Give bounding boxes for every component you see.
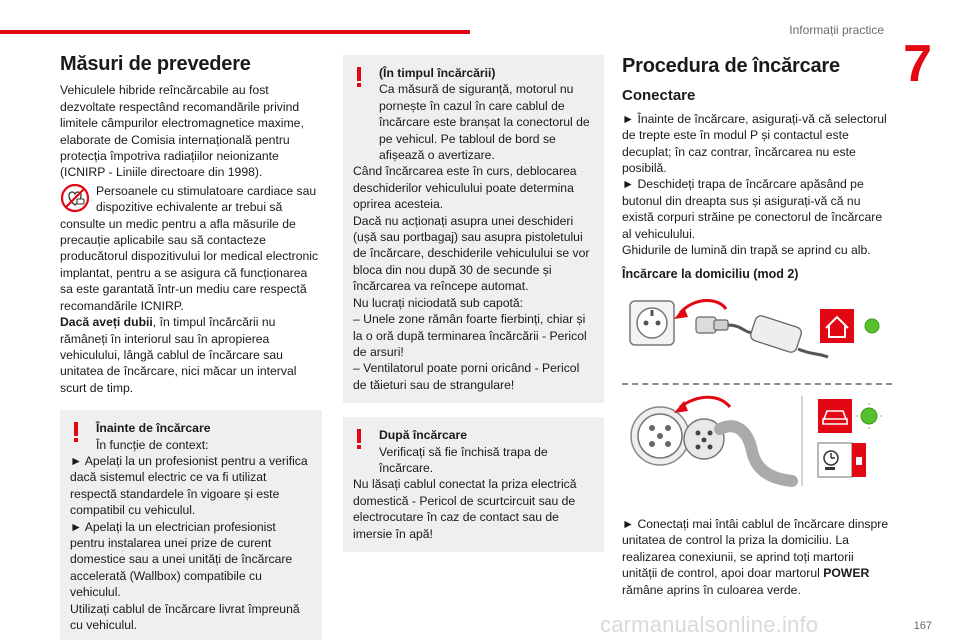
precautions-intro: Vehiculele hibride reîncărcabile au fost dezvoltate respectând recomandările privind limitele câmpurilor electromagnetice maxime, elaborate de Comisia internațională pentru protecția împotriva radiațiilor neionizante (ICNIRP - Liniile directoare din 1998). bbox=[60, 83, 304, 180]
power-label: POWER bbox=[823, 566, 870, 581]
before-charging-context: În funcție de context: bbox=[96, 437, 209, 452]
before-charging-title: Înainte de încărcare bbox=[96, 421, 211, 436]
before-charging-item-1: ► Apelați la un profesionist pentru a verifica dacă sistemul electric ce va fi utilizat respectă standardele în vigoare și este compatibil cu vehiculul. bbox=[70, 453, 308, 518]
doubt-paragraph bbox=[60, 314, 322, 396]
home-green-led bbox=[865, 319, 879, 333]
header-accent-bar bbox=[0, 30, 470, 34]
precautions-title: Măsuri de prevedere bbox=[60, 53, 251, 75]
procedure-title: Procedura de încărcare bbox=[622, 55, 840, 77]
before-charging-box bbox=[60, 410, 322, 640]
during-charging-p4: Nu lucrați niciodată sub capotă: bbox=[353, 295, 524, 310]
diagram-divider bbox=[622, 383, 892, 385]
connect-p3: Ghidurile de lumină din trapă se aprind cu alb. bbox=[622, 243, 871, 258]
wall-socket-icon bbox=[630, 301, 674, 345]
during-charging-title: (În timpul încărcării) bbox=[379, 66, 496, 80]
home-plug-icon bbox=[696, 317, 754, 333]
warning-exclamation-icon bbox=[356, 429, 362, 449]
connect-home-paragraph bbox=[622, 516, 892, 598]
timer-lock-indicator-icon bbox=[818, 443, 852, 477]
doubt-rest: , în timpul încărcării nu rămâneți în interiorul sau în apropierea vehiculului, lângă cablul de încărcare sau unitatea de încărcare, nici măcar un interval scurt de timp. bbox=[60, 315, 297, 395]
after-charging-box bbox=[343, 417, 604, 552]
header-title: Informații practice bbox=[789, 23, 884, 37]
vehicle-green-led bbox=[861, 408, 877, 424]
connect-p2: ► Deschideți trapa de încărcare apăsând pe butonul din dreapta sus și asigurați-vă că nu există corpuri străine pe conectorul de încărcare al vehiculului. bbox=[622, 177, 883, 241]
connect-home-b: rămâne aprins în culoarea verde. bbox=[622, 582, 801, 597]
connect-title: Conectare bbox=[622, 87, 696, 105]
warning-exclamation-icon bbox=[356, 67, 362, 87]
precautions-column bbox=[60, 53, 322, 640]
vehicle-indicator-icon bbox=[818, 399, 852, 433]
after-charging-title: După încărcare bbox=[379, 428, 468, 443]
during-charging-p1: Ca măsură de siguranță, motorul nu pornește în cazul în care cablul de încărcare este branșat la conectorul de pe vehicul. Pe tabloul de bord se afișează o avertizare. bbox=[379, 82, 590, 163]
during-charging-p6: – Ventilatorul poate porni oricând - Pericol de tăieturi sau de strangulare! bbox=[353, 361, 580, 392]
pacemaker-warning-icon bbox=[60, 183, 90, 213]
charging-diagram bbox=[622, 291, 892, 506]
after-charging-p2: Nu lăsați cablul conectat la priza electrică domestică - Pericol de scurtcircuit sau de electrocutare în caz de contact sau de imersie în apă! bbox=[353, 477, 577, 541]
connect-p1: ► Înainte de încărcare, asigurați-vă că selectorul de trepte este în modul P și contactul este decuplat; în caz contrar, încărcarea nu este posibilă. bbox=[622, 111, 887, 176]
type2-connector-icon bbox=[684, 419, 792, 481]
during-charging-box bbox=[343, 55, 604, 403]
during-charging-p2: Când încărcarea este în curs, deblocarea deschiderilor vehiculului poate determina oprirea acesteia. bbox=[353, 164, 577, 212]
doubt-bold: Dacă aveți dubii bbox=[60, 315, 153, 330]
page-number: 167 bbox=[913, 620, 932, 632]
charging-warnings-column bbox=[343, 55, 604, 562]
control-unit-icon bbox=[749, 314, 828, 357]
after-charging-p1: Verificați să fie închisă trapa de încărcare. bbox=[379, 444, 548, 475]
before-charging-item-3: Utilizați cablul de încărcare livrat împreună cu vehiculul. bbox=[70, 601, 300, 632]
pacemaker-text: Persoanele cu stimulatoare cardiace sau dispozitive echivalente ar trebui să consulte un medic pentru a afla măsurile de precauție aplicabile sau să contacteze producătorul dispozitivului lor medical electronic implantat, pentru a se asigura că funcționarea sa este garantată într-un mediu care respectă recomandările ICNIRP. bbox=[60, 183, 319, 313]
chapter-number: 7 bbox=[903, 35, 932, 93]
pacemaker-note bbox=[60, 183, 322, 314]
before-charging-item-2: ► Apelați la un electrician profesionist pentru instalarea unei prize de curent domestice sau a unei unități de încărcare accelerată (Wallbox) compatibile cu vehiculul. bbox=[70, 519, 293, 600]
charging-procedure-column bbox=[622, 55, 892, 598]
home-charging-title: Încărcare la domiciliu (mod 2) bbox=[622, 267, 799, 282]
during-charging-p5: – Unele zone rămân foarte fierbinți, chiar și la o oră după terminarea încărcării - Pericol de arsuri! bbox=[353, 312, 587, 359]
during-charging-p3: Dacă nu acționați asupra unei deschideri (ușă sau portbagaj) sau asupra pistoletului de încărcare, deschiderile vehiculului se vor bloca din nou după 30 de secunde și încărcarea va reîncepe automat. bbox=[353, 213, 590, 294]
warning-exclamation-icon bbox=[73, 422, 79, 442]
watermark-text: carmanualsonline.info bbox=[600, 612, 819, 637]
home-charging-illustration bbox=[622, 291, 892, 506]
home-indicator-icon bbox=[820, 309, 854, 343]
vehicle-inlet-icon bbox=[631, 407, 689, 465]
connect-home-a: ► Conectați mai întâi cablul de încărcare dinspre unitatea de control la priza la domiciliu. La realizarea conexiunii, se aprind toți martorii unității de control, apoi doar martorul bbox=[622, 516, 889, 581]
